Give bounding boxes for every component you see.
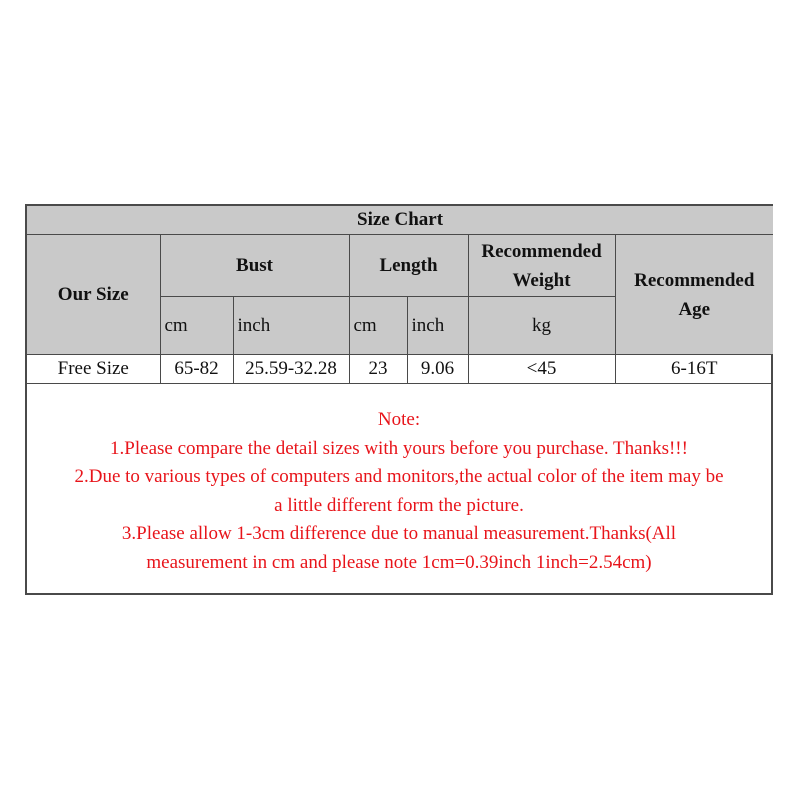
size-table xyxy=(27,206,773,384)
note-line-2: 2.Due to various types of computers and monitors,the actual color of the item may be xyxy=(74,466,724,487)
header-length: Length xyxy=(349,235,468,297)
cell-bust-inch: 25.59-32.28 xyxy=(233,355,349,384)
cell-age: 6-16T xyxy=(615,355,773,384)
size-chart xyxy=(25,204,773,595)
cell-weight: <45 xyxy=(468,355,615,384)
table-title: Size Chart xyxy=(27,206,773,235)
cell-size: Free Size xyxy=(27,355,160,384)
header-bust: Bust xyxy=(160,235,349,297)
cell-length-inch: 9.06 xyxy=(407,355,468,384)
table-row xyxy=(27,355,773,384)
header-recommended-weight xyxy=(468,235,615,297)
cell-bust-cm: 65-82 xyxy=(160,355,233,384)
cell-length-cm: 23 xyxy=(349,355,407,384)
unit-length-inch: inch xyxy=(407,297,468,355)
header-recommended-age xyxy=(615,235,773,355)
note-heading: Note: xyxy=(377,409,421,430)
unit-weight-kg: kg xyxy=(468,297,615,355)
unit-length-cm: cm xyxy=(349,297,407,355)
note-line-3: a little different form the picture. xyxy=(274,494,524,516)
notes-section xyxy=(27,384,771,577)
note-line-4: 3.Please allow 1-3cm difference due to manual measurement.Thanks(All xyxy=(121,523,677,544)
unit-bust-inch: inch xyxy=(233,297,349,355)
note-line-5: measurement in cm and please note 1cm=0.39inch 1inch=2.54cm) xyxy=(146,551,652,573)
note-line-1: 1.Please compare the detail sizes with yours before you purchase. Thanks!!! xyxy=(110,437,688,459)
header-weight-line1: Recommended xyxy=(481,240,602,262)
header-weight-line2: Weight xyxy=(512,269,571,291)
unit-bust-cm: cm xyxy=(160,297,233,355)
header-age-line1: Recommended xyxy=(634,269,755,291)
header-age-line2: Age xyxy=(678,298,711,320)
header-our-size: Our Size xyxy=(27,235,160,355)
